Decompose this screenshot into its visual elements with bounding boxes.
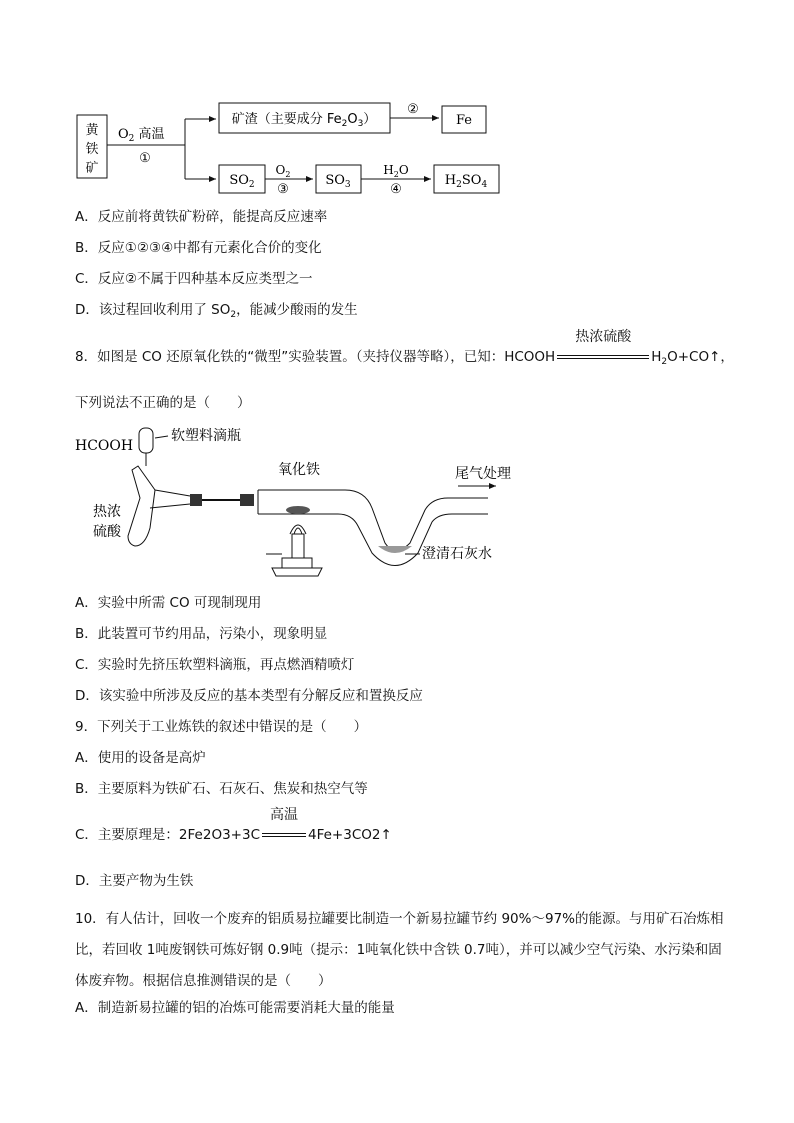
pyrite-char-3: 矿: [85, 161, 99, 176]
q8-stem-2: 下列说法不正确的是（ ）: [75, 395, 251, 411]
dropper-label: 软塑料滴瓶: [171, 428, 241, 444]
iron-oxide-label: 氧化铁: [278, 462, 320, 478]
so2-label: $SO_2$: [229, 173, 255, 190]
q9-option-c-reactants: 2O3+3C: [202, 827, 260, 843]
step4-conditions: $H_2O$: [383, 163, 409, 179]
q9-option-c-text: C．主要原理是：2Fe: [75, 827, 203, 843]
q7-option-d-sub: 2: [230, 310, 237, 320]
q9-stem: 9．下列关于工业炼铁的叙述中错误的是（ ）: [75, 719, 368, 735]
connector-stopper-2: [240, 494, 254, 506]
dropper-bottle: [139, 428, 153, 453]
acid-label-2: 硫酸: [93, 524, 121, 540]
q9-condition-label: 高温: [270, 807, 298, 823]
q8-double-line: [557, 355, 649, 359]
q8-option-a: A．实验中所需 CO 可现制现用: [75, 595, 262, 611]
pyrite-char-2: 铁: [85, 142, 99, 157]
q8-option-b: B．此装置可节约用品，污染小，现象明显: [75, 626, 328, 642]
q8-option-c: C．实验时先挤压软塑料滴瓶，再点燃酒精喷灯: [75, 657, 355, 673]
acid-label-1: 热浓: [93, 504, 121, 520]
burner-body: [282, 558, 312, 568]
q7-option-c: C．反应②不属于四种基本反应类型之一: [75, 271, 313, 287]
flame: [290, 525, 306, 534]
q8-stem: [75, 329, 734, 371]
q7-option-d-tail: ，能减少酸雨的发生: [236, 302, 358, 318]
fe-label: Fe: [455, 113, 473, 128]
q7-option-b: B．反应①②③④中都有元素化合价的变化: [75, 240, 322, 256]
connector-stopper: [190, 494, 202, 506]
q8-stem-text: 8．如图是 CO 还原氧化铁的“微型”实验装置。（夹持仪器等略），已知：HCOOH: [75, 349, 556, 365]
step3-conditions: $O_2$: [275, 163, 291, 179]
limewater-label: 澄清石灰水: [422, 546, 492, 562]
h2so4-label: $H_2SO_4$: [444, 173, 488, 190]
burner-base: [272, 568, 322, 576]
q8-equation-condition: [557, 329, 649, 366]
step3-mark: ③: [277, 182, 289, 197]
step1-conditions: $O_2$ 高温: [118, 127, 165, 144]
step2-mark: ②: [407, 102, 419, 117]
pyrite-char-1: 黄: [85, 123, 99, 138]
pyrite-flow-diagram: [0, 0, 794, 200]
q9-equation-condition: [262, 807, 306, 844]
step4-mark: ④: [390, 182, 402, 197]
q7-option-d: [75, 301, 358, 324]
q10-option-a: A．制造新易拉罐的铝的冶炼可能需要消耗大量的能量: [75, 1000, 395, 1016]
hcooh-label: HCOOH: [75, 438, 134, 454]
step1-mark: ①: [139, 151, 151, 166]
limewater: [378, 546, 412, 553]
q9-option-c: [75, 807, 392, 844]
q9-option-d: D．主要产物为生铁: [75, 873, 194, 889]
q9-double-line: [262, 833, 306, 837]
q8-option-d: D．该实验中所涉及反应的基本类型有分解反应和置换反应: [75, 688, 423, 704]
q10-stem: 10．有人估计，回收一个废弃的铝质易拉罐要比制造一个新易拉罐节约 90%～97%的能源。与用矿石冶炼相比，若回收 1吨废钢铁可炼好钢 0.9吨（提示：1吨氧化铁中含铁 0.7吨），并可以减少空气污染、水污染和固体废弃物。根据信息推测错误的是（ ）: [75, 911, 724, 989]
q7-option-d-text: D．该过程回收利用了 SO: [75, 302, 231, 318]
iron-oxide-sample: [286, 506, 310, 514]
q8-products-tail: O+CO↑，: [667, 349, 734, 365]
exhaust-label: 尾气处理: [455, 466, 511, 482]
burner-neck: [292, 534, 304, 558]
y-tube-stem: [150, 490, 190, 508]
q8-products-h: H: [651, 349, 662, 365]
q7-option-a: A．反应前将黄铁矿粉碎，能提高反应速率: [75, 209, 328, 225]
q8-products-sub: 2: [661, 357, 668, 367]
y-tube-left-arm: [128, 466, 155, 546]
q9-option-c-products: 4Fe+3CO2↑: [308, 827, 392, 843]
so3-label: $SO_3$: [325, 173, 351, 190]
co-reduction-apparatus: [0, 418, 794, 588]
slag-label: 矿渣（主要成分 $Fe_2O_3$）: [231, 112, 377, 129]
q9-option-a: A．使用的设备是高炉: [75, 750, 206, 766]
q9-option-b: B．主要原料为铁矿石、石灰石、焦炭和热空气等: [75, 781, 368, 797]
dropper-pointer: [155, 436, 168, 438]
q8-condition-label: 热浓硫酸: [575, 329, 632, 345]
